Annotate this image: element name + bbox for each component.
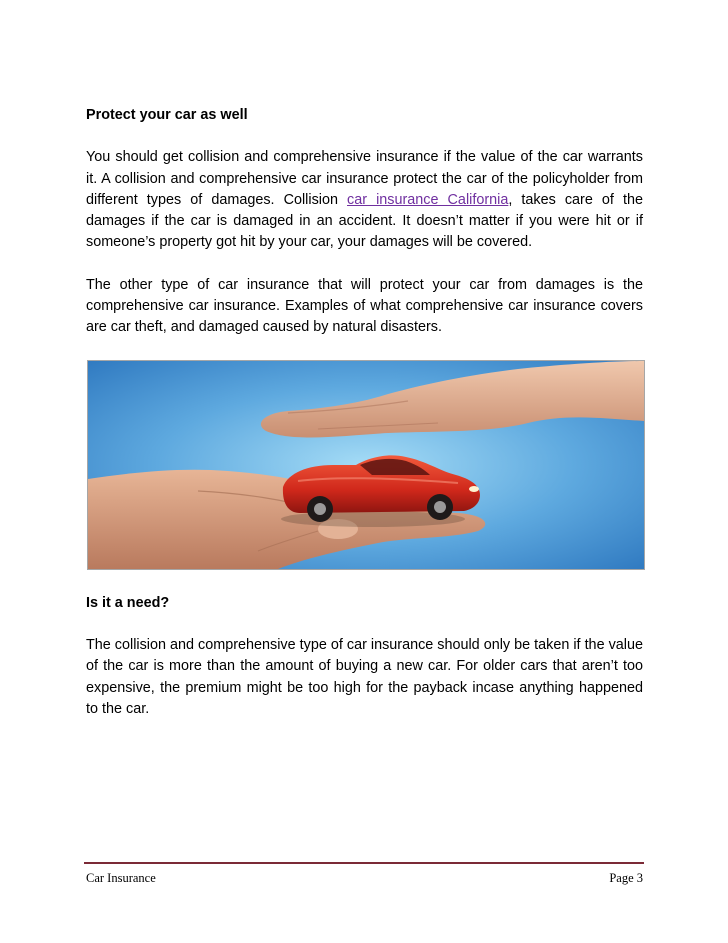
page-content — [86, 105, 643, 741]
hands-car-illustration — [88, 361, 644, 569]
footer-title: Car Insurance — [86, 871, 156, 885]
paragraph-text: , takes care of the damages if the car is damaged in an accident. It doesn’t matter if you were hit or if someone’s property got hit by your car, your damages will be covered. — [86, 191, 643, 251]
page-number: Page 3 — [609, 871, 643, 885]
footer-divider — [84, 862, 644, 864]
hands-protecting-car-image — [87, 360, 645, 570]
paragraph-comprehensive: The other type of car insurance that will protect your car from damages is the comprehensive car insurance. Examples of what comprehensive car insurance covers are car theft, and damaged caused by natural disasters. — [86, 276, 643, 336]
paragraph-text: You should get collision and comprehensive insurance if the value of the car warrants it. A collision and comprehensive car insurance protect the car of the policyholder from different types of damages. Collision — [86, 149, 643, 208]
section-heading-protect: Protect your car as well — [86, 107, 248, 123]
paragraph-need: The collision and comprehensive type of car insurance should only be taken if the value of the car is more than the amount of buying a new car. For older cars that aren’t too expensive, the premium might be too high for the payback incase anything happened to the car. — [86, 636, 643, 717]
car-insurance-california-link[interactable]: car insurance California — [347, 191, 509, 208]
section-heading-need: Is it a need? — [86, 594, 170, 611]
paragraph-collision — [86, 147, 643, 253]
